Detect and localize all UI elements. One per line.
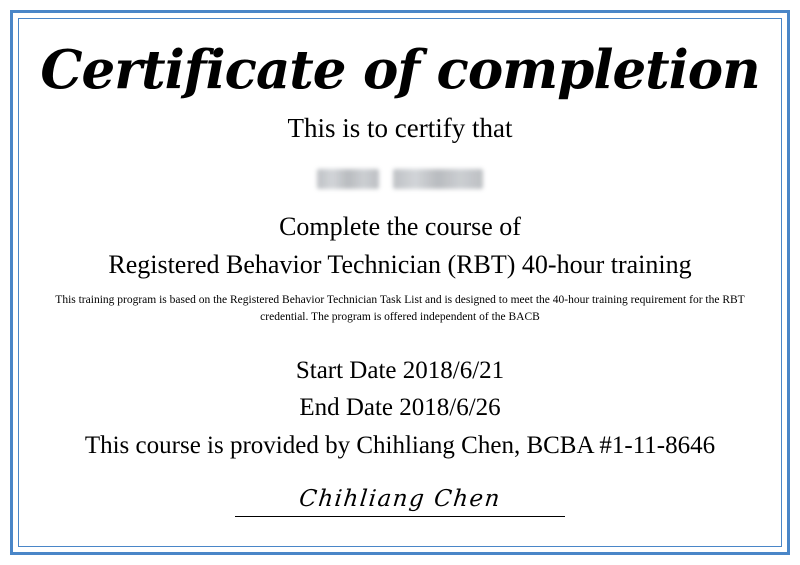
signature-block [235, 486, 565, 517]
certificate-inner-border [18, 18, 782, 547]
redaction-block-last-name [393, 169, 483, 189]
course-intro-line: Complete the course of [279, 211, 521, 241]
course-disclaimer: This training program is based on the Registered Behavior Technician Task List and is designed to meet the 40-hour training requirement for the RBT credential. The program is offered independent of the BACB [55, 293, 745, 324]
certificate-title: Certificate of completion [40, 39, 760, 101]
end-date-line: End Date 2018/6/26 [299, 393, 501, 421]
redaction-block-first-name [317, 169, 379, 189]
provider-line: This course is provided by Chihliang Chen, BCBA #1-11-8646 [84, 431, 716, 459]
course-name-line: Registered Behavior Technician (RBT) 40-hour training [108, 249, 692, 279]
date-block [296, 353, 504, 426]
signature-text: Chihliang Chen [297, 485, 503, 512]
recipient-name-redacted [317, 162, 483, 196]
start-date-line: Start Date 2018/6/21 [295, 357, 505, 385]
signature-rule [235, 516, 565, 517]
certificate-outer-border [10, 10, 790, 555]
certificate-subtitle: This is to certify that [287, 112, 513, 143]
